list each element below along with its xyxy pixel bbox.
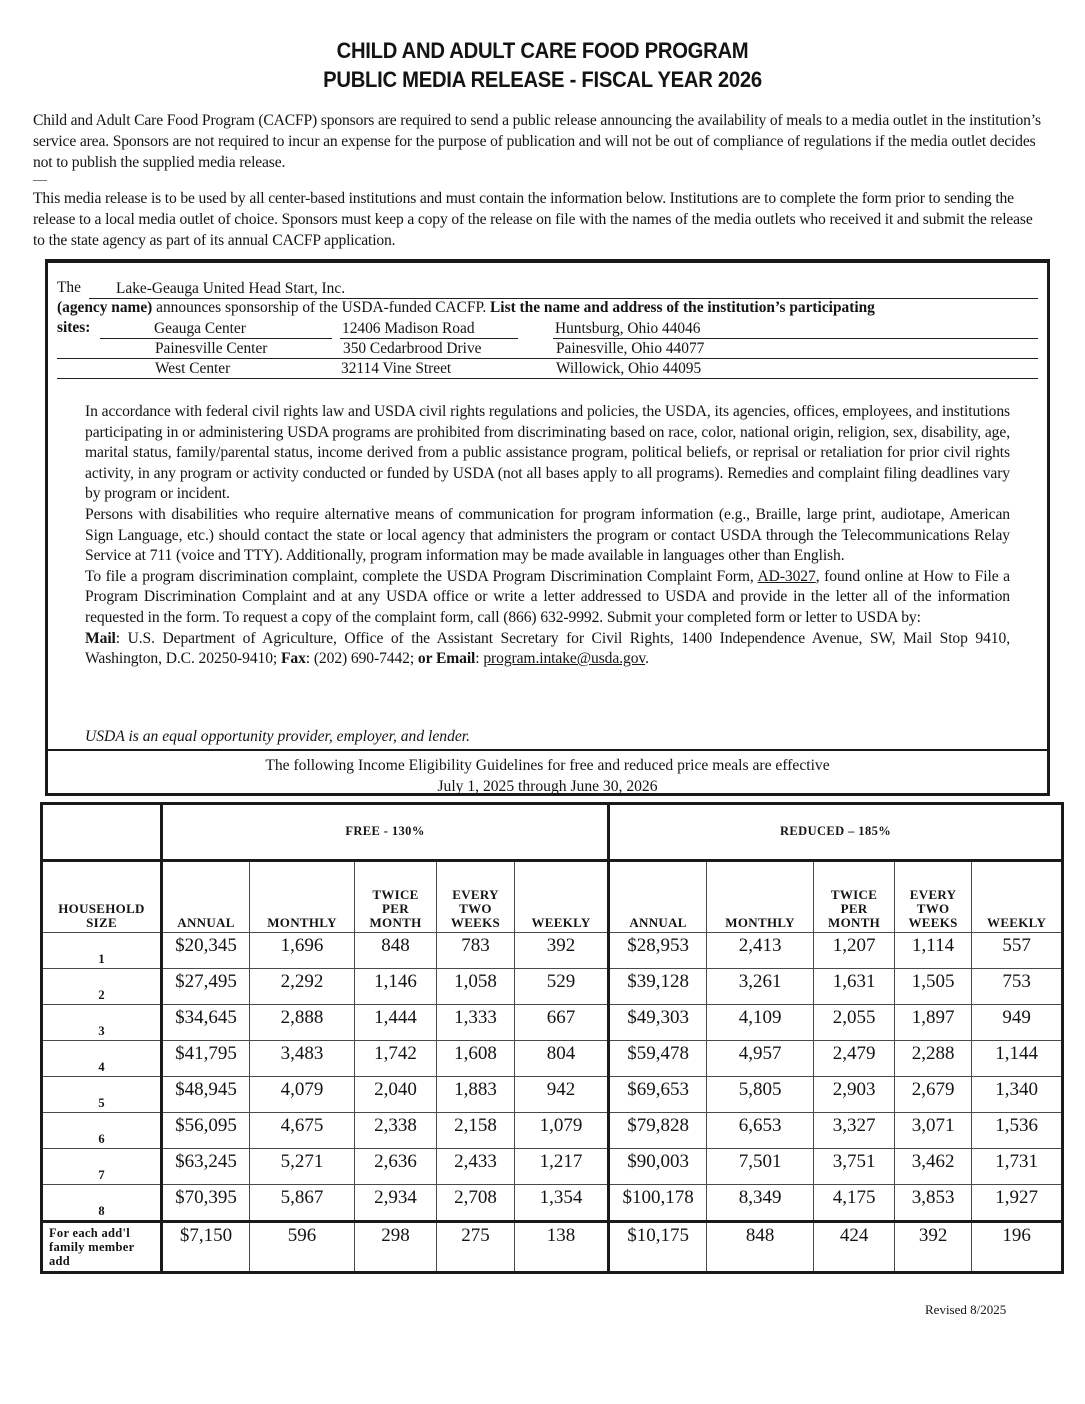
sites-label [57, 318, 90, 338]
site-1-city-field[interactable] [553, 319, 1038, 339]
free-month-cell: 2,636 [355, 1149, 437, 1185]
site-1-city: Huntsburg, Ohio 44046 [555, 320, 701, 337]
site-2-name: Painesville Center [155, 340, 268, 357]
email-sep: : [475, 650, 484, 668]
sponsorship-statement [57, 298, 875, 318]
table-row [42, 1005, 1063, 1041]
site-3-city: Willowick, Ohio 44095 [556, 360, 702, 377]
table-row [42, 969, 1063, 1005]
document-title [43, 36, 1041, 94]
site-blank [518, 359, 554, 379]
reduced-weeks-cell: 1,897 [895, 1005, 972, 1041]
the-label: The [57, 279, 81, 296]
free-weekly-cell: 804 [515, 1041, 609, 1077]
reduced-monthly-cell: 6,653 [707, 1113, 814, 1149]
intro-paragraph-2: This media release is to be used by all center-based institutions and must contain the information below. Institutions are to complete the form prior to sending the release to a local media outlet of choice. Sponsors must keep a copy of the release on file with the names of the media outlets who received it and submit the release to the state agency as part of its annual CACFP application. [33, 190, 1033, 249]
col-header-line: WEEKLY [987, 915, 1047, 930]
fax-number: : (202) 690-7442; [305, 650, 418, 668]
guidelines-intro [48, 755, 1047, 797]
free-annual-cell: $56,095 [162, 1113, 250, 1149]
free-annual-cell: $48,945 [162, 1077, 250, 1113]
free-additional-annual-cell: $7,150 [162, 1222, 250, 1273]
agency-name-value: Lake-Geauga United Head Start, Inc. [116, 280, 346, 297]
col-header-line: TWICE [830, 887, 878, 902]
table-row [42, 1185, 1063, 1222]
reduced-monthly-cell: 7,501 [707, 1149, 814, 1185]
site-blank-lead [57, 359, 153, 379]
additional-member-row [42, 1222, 1063, 1273]
reduced-annual-cell: $28,953 [609, 933, 707, 969]
free-monthly-cell: 3,483 [250, 1041, 355, 1077]
free-weekly-cell: 529 [515, 969, 609, 1005]
guidelines-effective-dates: July 1, 2025 through June 30, 2026 [437, 778, 658, 795]
reduced-weeks-cell: 3,462 [895, 1149, 972, 1185]
reduced-col-header-month [814, 861, 895, 933]
free-weekly-cell: 942 [515, 1077, 609, 1113]
reduced-monthly-cell: 8,349 [707, 1185, 814, 1222]
col-header-line: WEEKS [908, 915, 958, 930]
household-size-cell: 6 [42, 1113, 162, 1149]
household-header-l1: HOUSEHOLD [58, 901, 145, 916]
reduced-month-cell: 2,479 [814, 1041, 895, 1077]
agency-name-field[interactable] [114, 279, 1038, 299]
reduced-weekly-cell: 1,144 [972, 1041, 1063, 1077]
free-annual-cell: $41,795 [162, 1041, 250, 1077]
col-header-line: EVERY [909, 887, 957, 902]
email-link[interactable]: program.intake@usda.gov [483, 650, 646, 668]
free-weeks-cell: 2,158 [437, 1113, 515, 1149]
reduced-weekly-cell: 557 [972, 933, 1063, 969]
reduced-weekly-cell: 1,340 [972, 1077, 1063, 1113]
reduced-month-cell: 1,207 [814, 933, 895, 969]
free-month-cell: 2,934 [355, 1185, 437, 1222]
additional-label-line: For each add'l [49, 1226, 131, 1240]
reduced-weeks-cell: 2,288 [895, 1041, 972, 1077]
free-col-header-annual [162, 861, 250, 933]
reduced-group-header: REDUCED – 185% [609, 804, 1063, 861]
free-month-cell: 848 [355, 933, 437, 969]
reduced-monthly-cell: 4,109 [707, 1005, 814, 1041]
free-month-cell: 2,040 [355, 1077, 437, 1113]
reduced-additional-weekly-cell: 196 [972, 1222, 1063, 1273]
intro-paragraph-1: Child and Adult Care Food Program (CACFP) sponsors are required to send a public release announcing the availability of meals to a media outlet in the institution’s service area. Sponsors are not required to incur an expense for the purpose of publication and will not be out of compliance of regulations if the media outlet decides not to publish the supplied media release. [33, 112, 1041, 171]
revision-date: Revised 8/2025 [925, 1302, 1007, 1317]
free-col-header-month [355, 861, 437, 933]
site-blank-tail [734, 339, 1038, 359]
reduced-monthly-cell: 2,413 [707, 933, 814, 969]
reduced-weeks-cell: 3,071 [895, 1113, 972, 1149]
free-weeks-cell: 1,608 [437, 1041, 515, 1077]
free-monthly-cell: 2,292 [250, 969, 355, 1005]
reduced-additional-monthly-cell: 848 [707, 1222, 814, 1273]
free-weeks-cell: 1,333 [437, 1005, 515, 1041]
col-header-line: MONTH [369, 915, 422, 930]
site-1-street: 12406 Madison Road [342, 320, 475, 337]
free-month-cell: 1,444 [355, 1005, 437, 1041]
free-col-header-monthly [250, 861, 355, 933]
fax-label: Fax [280, 650, 306, 668]
mail-address: : U.S. Department of Agriculture, Office of the Assistant Secretary for Civil Rights, 1400 Independence Avenue, SW, Mail Stop 9410, Washington, D.C. 20250-9410; [85, 629, 1010, 668]
free-annual-cell: $27,495 [162, 969, 250, 1005]
site-2-street: 350 Cedarbrood Drive [343, 340, 482, 357]
site-1-name: Geauga Center [154, 320, 246, 337]
reduced-weekly-cell: 949 [972, 1005, 1063, 1041]
reduced-month-cell: 1,631 [814, 969, 895, 1005]
free-weekly-cell: 1,217 [515, 1149, 609, 1185]
site-blank [291, 339, 321, 359]
site-2-city-field[interactable] [554, 339, 734, 359]
additional-member-label [42, 1222, 162, 1273]
col-header-line: MONTHLY [725, 915, 795, 930]
table-row [42, 933, 1063, 969]
site-3-street: 32114 Vine Street [341, 360, 452, 377]
reduced-col-header-monthly [707, 861, 814, 933]
reduced-weeks-cell: 2,679 [895, 1077, 972, 1113]
household-size-cell: 2 [42, 969, 162, 1005]
household-size-cell: 1 [42, 933, 162, 969]
table-row [42, 1149, 1063, 1185]
reduced-monthly-cell: 4,957 [707, 1041, 814, 1077]
col-header-line: TWO [459, 901, 492, 916]
ad-3027-link[interactable]: AD-3027 [757, 567, 816, 585]
reduced-annual-cell: $59,478 [609, 1041, 707, 1077]
site-blank-tail [734, 359, 1038, 379]
table-row [42, 1113, 1063, 1149]
household-size-cell: 3 [42, 1005, 162, 1041]
site-3-name-field[interactable] [153, 359, 291, 379]
reduced-annual-cell: $39,128 [609, 969, 707, 1005]
col-header-line: TWO [916, 901, 950, 916]
free-col-header-weeks [437, 861, 515, 933]
mail-contact [85, 629, 1010, 670]
household-size-cell: 5 [42, 1077, 162, 1113]
site-2-city: Painesville, Ohio 44077 [556, 340, 705, 357]
civil-rights-paragraph-2: Persons with disabilities who require alternative means of communication for program information (e.g., Braille, large print, audiotape, American Sign Language, etc.) should contact the state or local agency that administers the program or contact USDA through the Telecommunications Relay Service at 711 (voice and TTY). Additionally, program information may be made available in languages other than English. [85, 505, 1010, 565]
reduced-col-header-annual [609, 861, 707, 933]
reduced-weekly-cell: 1,536 [972, 1113, 1063, 1149]
household-size-cell: 4 [42, 1041, 162, 1077]
site-blank [518, 339, 554, 359]
free-annual-cell: $70,395 [162, 1185, 250, 1222]
reduced-month-cell: 2,055 [814, 1005, 895, 1041]
site-blank [308, 319, 332, 339]
col-header-line: PER [382, 901, 409, 916]
site-1-street-field[interactable] [340, 319, 518, 339]
free-additional-monthly-cell: 596 [250, 1222, 355, 1273]
household-size-header [42, 861, 162, 933]
household-header-l2: SIZE [86, 915, 117, 930]
reduced-weekly-cell: 753 [972, 969, 1063, 1005]
reduced-month-cell: 4,175 [814, 1185, 895, 1222]
site-3-name: West Center [155, 360, 231, 377]
free-weekly-cell: 1,354 [515, 1185, 609, 1222]
free-additional-month-cell: 298 [355, 1222, 437, 1273]
col-header-line: ANNUAL [629, 915, 687, 930]
site-blank-lead [57, 339, 153, 359]
reduced-monthly-cell: 5,805 [707, 1077, 814, 1113]
media-release-form-box [45, 259, 1050, 796]
free-monthly-cell: 1,696 [250, 933, 355, 969]
col-header-line: MONTHLY [267, 915, 337, 930]
reduced-monthly-cell: 3,261 [707, 969, 814, 1005]
guidelines-intro-line-1: The following Income Eligibility Guidelines for free and reduced price meals are effective [265, 757, 830, 774]
col-header-line: EVERY [452, 887, 499, 902]
free-month-cell: 1,146 [355, 969, 437, 1005]
free-weeks-cell: 1,883 [437, 1077, 515, 1113]
reduced-weekly-cell: 1,927 [972, 1185, 1063, 1222]
site-blank [291, 359, 321, 379]
reduced-weeks-cell: 3,853 [895, 1185, 972, 1222]
reduced-annual-cell: $79,828 [609, 1113, 707, 1149]
reduced-weekly-cell: 1,731 [972, 1149, 1063, 1185]
reduced-additional-annual-cell: $10,175 [609, 1222, 707, 1273]
free-annual-cell: $20,345 [162, 933, 250, 969]
free-weeks-cell: 1,058 [437, 969, 515, 1005]
free-annual-cell: $63,245 [162, 1149, 250, 1185]
free-weekly-cell: 1,079 [515, 1113, 609, 1149]
col-header-line: WEEKS [450, 915, 501, 930]
reduced-additional-month-cell: 424 [814, 1222, 895, 1273]
stray-mark [33, 180, 47, 181]
civil-rights-paragraph-1: In accordance with federal civil rights law and USDA civil rights regulations and policies, the USDA, its agencies, offices, employees, and institutions participating in or administering USDA programs are prohibited from discriminating based on race, color, national origin, religion, sex, disability, age, marital status, family/parental status, income derived from a public assistance program, political beliefs, or reprisal or retaliation for prior civil rights activity, in any program or activity conducted or funded by USDA (not all bases apply to all programs). Remedies and complaint filing deadlines vary by program or incident. [85, 403, 1010, 503]
site-2-street-field[interactable] [321, 339, 518, 359]
free-additional-weeks-cell: 275 [437, 1222, 515, 1273]
free-monthly-cell: 5,867 [250, 1185, 355, 1222]
free-monthly-cell: 4,079 [250, 1077, 355, 1113]
reduced-month-cell: 2,903 [814, 1077, 895, 1113]
site-2-name-field[interactable] [153, 339, 291, 359]
civil-rights-statement [85, 402, 1010, 670]
empty-corner-cell [42, 804, 162, 861]
household-size-cell: 8 [42, 1185, 162, 1222]
title-line-2: PUBLIC MEDIA RELEASE - FISCAL YEAR 2026 [323, 67, 762, 92]
reduced-weeks-cell: 1,505 [895, 969, 972, 1005]
group-header-row [42, 804, 1063, 861]
free-weekly-cell: 392 [515, 933, 609, 969]
free-weeks-cell: 2,433 [437, 1149, 515, 1185]
agency-name-label: (agency name) [57, 299, 153, 316]
col-header-line: TWICE [372, 887, 419, 902]
site-blank-lead [100, 319, 152, 339]
col-header-line: MONTH [828, 915, 881, 930]
table-row [42, 1077, 1063, 1113]
mail-label: Mail [85, 629, 116, 647]
site-1-name-field[interactable] [152, 319, 308, 339]
table-row [42, 1041, 1063, 1077]
additional-label-line: add [49, 1254, 71, 1268]
reduced-weeks-cell: 1,114 [895, 933, 972, 969]
reduced-annual-cell: $90,003 [609, 1149, 707, 1185]
free-annual-cell: $34,645 [162, 1005, 250, 1041]
col-header-line: ANNUAL [177, 915, 235, 930]
reduced-additional-weeks-cell: 392 [895, 1222, 972, 1273]
complaint-text: To file a program discrimination complaint, complete the USDA Program Discrimination Complaint Form, [85, 567, 758, 585]
complaint-text-cont: , found online at How to File a Program Discrimination Complaint and at any USDA office or write a letter addressed to USDA and provide in the letter all of the information requested in the form. To request a copy of the complaint form, call (866) 632-9992. Submit your completed form or letter to USDA by: [85, 567, 1011, 626]
free-additional-weekly-cell: 138 [515, 1222, 609, 1273]
site-3-street-field[interactable] [321, 359, 518, 379]
reduced-month-cell: 3,327 [814, 1113, 895, 1149]
reduced-annual-cell: $69,653 [609, 1077, 707, 1113]
free-weekly-cell: 667 [515, 1005, 609, 1041]
free-monthly-cell: 4,675 [250, 1113, 355, 1149]
free-month-cell: 1,742 [355, 1041, 437, 1077]
equal-opportunity-statement: USDA is an equal opportunity provider, employer, and lender. [85, 728, 471, 745]
additional-label-line: family member [49, 1240, 135, 1254]
agency-blank-lead [89, 279, 114, 299]
col-header-line: WEEKLY [531, 915, 591, 930]
sites-label-text: sites: [57, 319, 91, 336]
email-end: . [645, 650, 649, 668]
free-weeks-cell: 783 [437, 933, 515, 969]
free-group-header: FREE - 130% [162, 804, 609, 861]
free-month-cell: 2,338 [355, 1113, 437, 1149]
col-header-line: PER [840, 901, 868, 916]
title-line-1: CHILD AND ADULT CARE FOOD PROGRAM [336, 38, 749, 63]
column-header-row [42, 861, 1063, 933]
email-label: or Email [417, 650, 476, 668]
free-weeks-cell: 2,708 [437, 1185, 515, 1222]
reduced-col-header-weekly [972, 861, 1063, 933]
divider [48, 749, 1047, 751]
reduced-annual-cell: $49,303 [609, 1005, 707, 1041]
reduced-month-cell: 3,751 [814, 1149, 895, 1185]
reduced-col-header-weeks [895, 861, 972, 933]
reduced-annual-cell: $100,178 [609, 1185, 707, 1222]
announce-text: announces sponsorship of the USDA-funded CACFP. [152, 299, 491, 316]
free-monthly-cell: 5,271 [250, 1149, 355, 1185]
list-instruction: List the name and address of the institution’s participating [490, 299, 875, 316]
civil-rights-paragraph-3 [85, 567, 1010, 629]
income-eligibility-table [40, 802, 1064, 1274]
site-3-city-field[interactable] [554, 359, 734, 379]
free-monthly-cell: 2,888 [250, 1005, 355, 1041]
household-size-cell: 7 [42, 1149, 162, 1185]
free-col-header-weekly [515, 861, 609, 933]
